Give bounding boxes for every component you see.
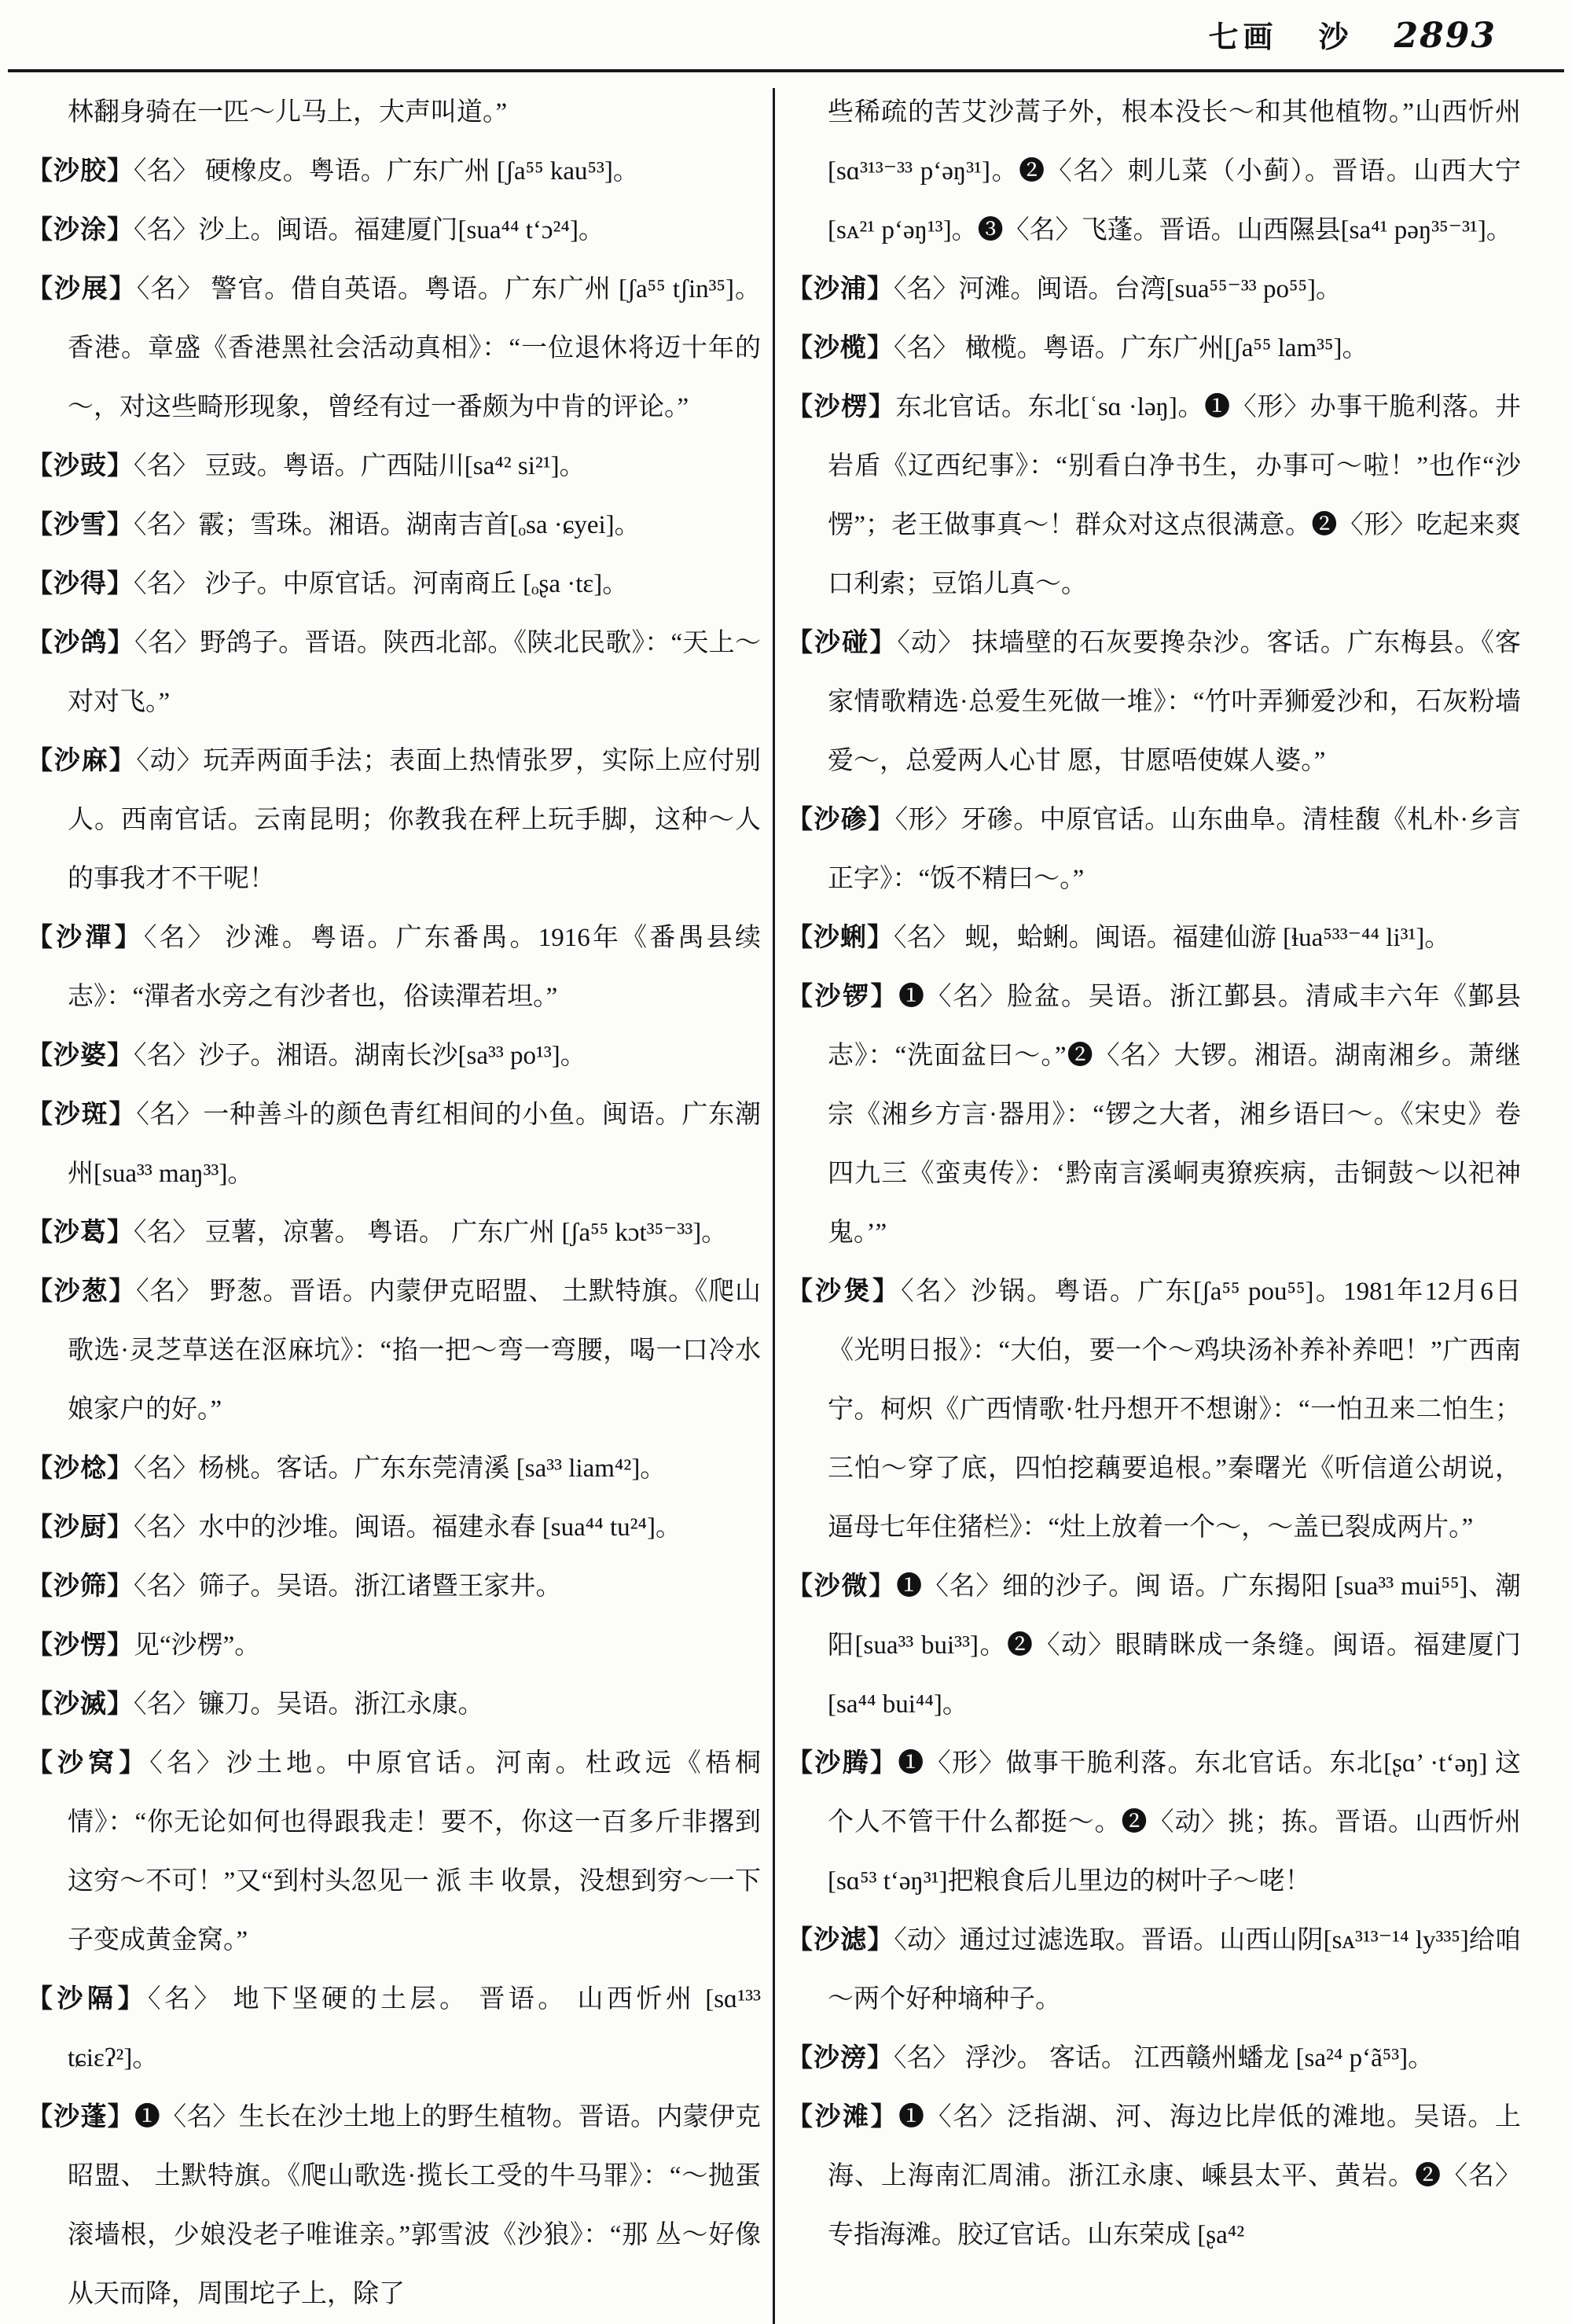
entry-body: 〈名〉 地下坚硬的土层。 晋语。 山西忻州 [sɑ¹³³ tɕiɛʔ²]。 <box>68 1985 762 2072</box>
entry-body: ❶〈名〉泛指湖、河、海边比岸低的滩地。吴语。上海、上海南汇周浦。浙江永康、嵊县太平、黄岩。❷〈名〉 专指海滩。胶辽官话。山东荣成 [ʂa⁴² <box>828 2103 1521 2249</box>
dictionary-entry <box>787 791 1521 909</box>
dictionary-entry <box>27 732 761 909</box>
entry-body: 〈名〉 沙子。中原官话。河南商丘 [ₒʂa ·tɛ]。 <box>134 570 629 598</box>
continuation-paragraph <box>27 83 761 142</box>
entry-headword: 【沙葛】 <box>27 1219 134 1247</box>
entry-body: 〈名〉 沙滩。粤语。广东番禺。1916年《番禺县续志》：“潬者水旁之有沙者也，俗读潬若坦。” <box>68 924 762 1011</box>
dictionary-entry <box>27 437 761 496</box>
dictionary-entry <box>787 968 1521 1263</box>
dictionary-entry <box>27 909 761 1027</box>
entry-headword: 【沙涂】 <box>27 216 134 245</box>
dictionary-entry <box>27 201 761 260</box>
dictionary-entry <box>27 555 761 614</box>
column-divider <box>773 88 775 2324</box>
entry-body: 〈形〉牙碜。中原官话。山东曲阜。清桂馥《札朴·乡言正字》：“饭不精曰～。” <box>828 806 1522 893</box>
entry-headword: 【沙榄】 <box>787 334 894 362</box>
right-column <box>787 83 1521 2324</box>
dictionary-entry <box>27 1440 761 1498</box>
entry-body: 〈名〉 硬橡皮。粤语。广东广州 [ʃa⁵⁵ kau⁵³]。 <box>134 157 639 186</box>
entry-headword: 【沙蜊】 <box>787 924 894 952</box>
entry-body: 〈动〉玩弄两面手法；表面上热情张罗，实际上应付别人。西南官话。云南昆明；你教我在秤上玩手脚，这种～人的事我才不干呢！ <box>68 747 762 893</box>
entry-headword: 【沙展】 <box>27 275 137 303</box>
dictionary-entry <box>27 1557 761 1616</box>
entry-headword: 【沙潬】 <box>27 924 144 952</box>
dictionary-entry <box>787 909 1521 968</box>
entry-body: 〈名〉筛子。吴语。浙江诸暨王家井。 <box>134 1572 562 1601</box>
entry-body: 见“沙楞”。 <box>134 1631 261 1660</box>
entry-headword: 【沙浦】 <box>787 275 894 303</box>
dictionary-entry <box>27 1204 761 1263</box>
entry-body: ❶〈名〉生长在沙土地上的野生植物。晋语。内蒙伊克昭盟、 土默特旗。《爬山歌选·揽长工受的牛马罪》：“～抛蛋滚墙根，少娘没老子唯谁亲。”郭雪波《沙狼》：“那 丛～好像 从天而降，周围坨子上，除了 <box>68 2103 762 2308</box>
page-header <box>0 0 1572 69</box>
entry-headword: 【沙腾】 <box>787 1749 898 1778</box>
entry-headword: 【沙婆】 <box>27 1042 134 1070</box>
entry-body: ❶〈名〉细的沙子。闽 语。广东揭阳 [sua³³ mui⁵⁵]、潮阳[sua³³ bui³³]。❷〈动〉眼睛眯成一条缝。闽语。福建厦门[sa⁴⁴ bui⁴⁴]。 <box>828 1572 1521 1719</box>
dictionary-entry <box>787 1911 1521 2029</box>
dictionary-entry <box>787 1557 1521 1734</box>
dictionary-entry <box>27 614 761 732</box>
entry-body: 〈名〉镰刀。吴语。浙江永康。 <box>134 1690 484 1719</box>
entry-body: 〈名〉杨桃。客话。广东东莞清溪 [sa³³ liam⁴²]。 <box>134 1454 667 1483</box>
entry-headword: 【沙麻】 <box>27 747 137 775</box>
entry-body: 〈名〉 豆薯，凉薯。 粤语。 广东广州 [ʃa⁵⁵ kɔt³⁵⁻³³]。 <box>134 1219 728 1247</box>
entry-headword: 【沙蓬】 <box>27 2103 134 2131</box>
dictionary-entry <box>27 1616 761 1675</box>
dictionary-entry <box>787 2088 1521 2265</box>
entry-body: 〈名〉 橄榄。粤语。广东广州[ʃa⁵⁵ lam³⁵]。 <box>894 334 1368 362</box>
dictionary-entry <box>787 378 1521 614</box>
entry-headword: 【沙滅】 <box>27 1690 134 1719</box>
dictionary-entry <box>27 1498 761 1557</box>
entry-body: 〈名〉水中的沙堆。闽语。福建永春 [sua⁴⁴ tu²⁴]。 <box>134 1513 682 1542</box>
entry-headword: 【沙楞】 <box>787 393 896 421</box>
entry-headword: 【沙锣】 <box>787 983 898 1011</box>
dictionary-entry <box>27 142 761 201</box>
continuation-paragraph <box>787 83 1521 260</box>
entry-headword: 【沙斑】 <box>27 1101 137 1129</box>
entry-body: 东北官话。东北[ʿsɑ ·ləŋ]。❶〈形〉办事干脆利落。井岩盾《辽西纪事》：“别看白净书生，办事可～啦！”也作“沙愣”；老王做事真～！群众对这点很满意。❷〈形〉吃起来爽口利索；豆馅儿真～。 <box>828 393 1522 598</box>
running-head <box>1209 13 1497 56</box>
entry-headword: 【沙愣】 <box>27 1631 134 1660</box>
entry-body: 〈名〉 豆豉。粤语。广西陆川[sa⁴² si²¹]。 <box>134 452 586 480</box>
entry-headword: 【沙煲】 <box>787 1278 902 1306</box>
entry-body: ❶〈名〉脸盆。吴语。浙江鄞县。清咸丰六年《鄞县志》：“洗面盆曰～。”❷〈名〉大锣。湘语。湖南湘乡。萧继宗《湘乡方言·器用》：“锣之大者，湘乡语曰～。《宋史》卷四九三《蛮夷传》：‘黔南言溪峒夷獠疾病，击铜鼓～以祀神鬼。’” <box>828 983 1521 1247</box>
entry-body: 〈名〉沙土地。中原官话。河南。杜政远《梧桐情》：“你无论如何也得跟我走！要不，你这一百多斤非撂到这穷～不可！”又“到村头忽见一 派 丰 收景，没想到穷～一下子变成黄金窝。” <box>68 1749 761 1954</box>
entry-body: 〈名〉 警官。借自英语。粤语。广东广州 [ʃa⁵⁵ tʃin³⁵]。 香港。章盛《香港黑社会活动真相》：“一位退休将迈十年的～，对这些畸形现象，曾经有过一番颇为中肯的评论。” <box>68 275 762 421</box>
entry-body: 林翻身骑在一匹～儿马上，大声叫道。” <box>68 98 508 127</box>
dictionary-entry <box>27 260 761 437</box>
entry-headword: 【沙雪】 <box>27 511 134 539</box>
entry-headword: 【沙滤】 <box>787 1926 894 1954</box>
page-number: 2893 <box>1394 16 1497 56</box>
dictionary-entry <box>787 319 1521 378</box>
dictionary-entry <box>27 1027 761 1086</box>
entry-headword: 【沙微】 <box>787 1572 897 1601</box>
dictionary-entry <box>787 260 1521 319</box>
entry-body: 些稀疏的苦艾沙蒿子外，根本没长～和其他植物。”山西忻州[sɑ³¹³⁻³³ p‘əŋ³¹]。❷〈名〉刺儿菜（小蓟）。晋语。山西大宁[sᴀ²¹ p‘əŋ¹³]。❸〈名〉飞蓬。晋语。山西隰县[sa⁴¹ pəŋ³⁵⁻³¹]。 <box>828 98 1521 245</box>
section-headword: 沙 <box>1318 21 1353 54</box>
entry-body: 〈名〉沙子。湘语。湖南长沙[sa³³ po¹³]。 <box>134 1042 586 1070</box>
dictionary-entry <box>27 2088 761 2324</box>
stroke-section-label: 七画 <box>1208 21 1278 54</box>
entry-body: 〈名〉野鸽子。晋语。陕西北部。《陕北民歌》：“天上～对对飞。” <box>68 629 762 716</box>
entry-headword: 【沙棯】 <box>27 1454 134 1483</box>
dictionary-entry <box>787 1263 1521 1557</box>
entry-headword: 【沙胶】 <box>27 157 134 186</box>
entry-headword: 【沙碰】 <box>787 629 898 657</box>
entry-headword: 【沙碜】 <box>787 806 895 834</box>
page-body <box>0 72 1572 2324</box>
entry-body: 〈名〉 浮沙。 客话。 江西赣州蟠龙 [sa²⁴ p‘ã⁵³]。 <box>894 2044 1434 2072</box>
dictionary-entry <box>787 2029 1521 2088</box>
entry-body: ❶〈形〉做事干脆利落。东北官话。东北[ʂɑ’ ·t‘əŋ] 这个人不管干什么都挺～。❷〈动〉挑；拣。晋语。山西忻州[sɑ⁵³ t‘əŋ³¹]把粮食后儿里边的树叶子～咾！ <box>828 1749 1521 1896</box>
dictionary-entry <box>787 1734 1521 1911</box>
entry-body: 〈名〉霰；雪珠。湘语。湖南吉首[ₒsa ·ɕyei]。 <box>134 511 641 539</box>
entry-headword: 【沙得】 <box>27 570 134 598</box>
entry-headword: 【沙鸽】 <box>27 629 135 657</box>
entry-body: 〈名〉河滩。闽语。台湾[sua⁵⁵⁻³³ po⁵⁵]。 <box>894 275 1342 303</box>
dictionary-entry <box>27 1675 761 1734</box>
entry-headword: 【沙窝】 <box>27 1749 150 1778</box>
entry-body: 〈名〉 野葱。晋语。内蒙伊克昭盟、 土默特旗。《爬山歌选·灵芝草送在沤麻坑》：“掐一把～弯一弯腰，喝一口冷水娘家户的好。” <box>68 1278 762 1424</box>
entry-body: 〈名〉 蚬，蛤蜊。闽语。福建仙游 [ɬua⁵³³⁻⁴⁴ li³¹]。 <box>894 924 1451 952</box>
entry-body: 〈名〉沙锅。粤语。广东[ʃa⁵⁵ pou⁵⁵]。1981年12月6日《光明日报》：“大伯，要一个～鸡块汤补养补养吧！”广西南宁。柯炽《广西情歌·牡丹想开不想谢》：“一怕丑来二怕生；三怕～穿了底，四怕挖藕要追根。”秦曙光《听信道公胡说，逼母七年住猪栏》：“灶上放着一个～，～盖已裂成两片。” <box>828 1278 1522 1542</box>
left-column <box>27 83 761 2324</box>
entry-headword: 【沙滂】 <box>787 2044 894 2072</box>
entry-body: 〈名〉一种善斗的颜色青红相间的小鱼。闽语。广东潮州[sua³³ maŋ³³]。 <box>68 1101 762 1188</box>
dictionary-entry <box>27 1970 761 2088</box>
entry-headword: 【沙厨】 <box>27 1513 134 1542</box>
entry-headword: 【沙豉】 <box>27 452 134 480</box>
entry-headword: 【沙滩】 <box>787 2103 898 2131</box>
dictionary-entry <box>27 1734 761 1970</box>
entry-headword: 【沙隔】 <box>27 1985 148 2013</box>
dictionary-entry <box>27 496 761 555</box>
dictionary-entry <box>27 1263 761 1440</box>
dictionary-entry <box>787 614 1521 791</box>
entry-headword: 【沙筛】 <box>27 1572 134 1601</box>
entry-headword: 【沙葱】 <box>27 1278 137 1306</box>
entry-body: 〈名〉沙上。闽语。福建厦门[sua⁴⁴ t‘ɔ²⁴]。 <box>134 216 604 245</box>
entry-body: 〈动〉通过过滤选取。晋语。山西山阴[sᴀ³¹³⁻¹⁴ ly³³⁵]给咱～两个好种墒种子。 <box>828 1926 1522 2013</box>
entry-body: 〈动〉 抹墙壁的石灰要搀杂沙。客话。广东梅县。《客家情歌精选·总爱生死做一堆》：“竹叶弄狮爱沙和，石灰粉墙爱～，总爱两人心甘 愿，甘愿唔使媒人婆。” <box>828 629 1522 775</box>
dictionary-entry <box>27 1086 761 1204</box>
